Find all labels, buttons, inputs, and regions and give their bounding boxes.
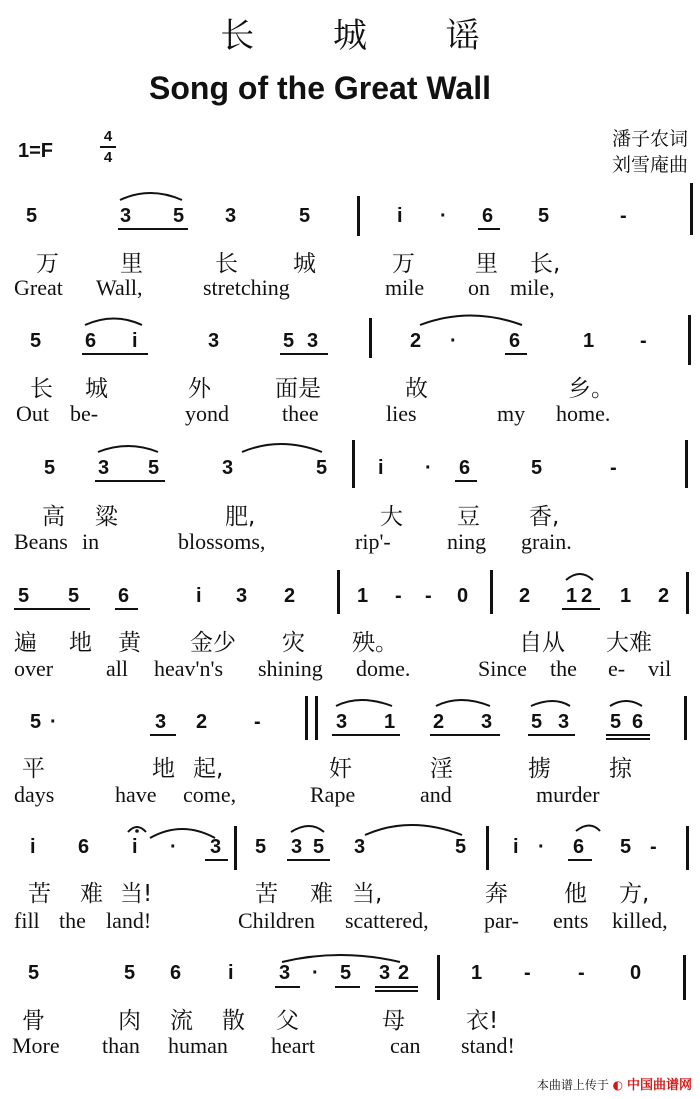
notation-note: 3: [120, 205, 132, 227]
slur: [242, 444, 322, 452]
notation-note: 3: [210, 836, 222, 858]
notation-row-5: [0, 711, 700, 739]
notation-note: 5: [610, 711, 622, 733]
notation-note: 6: [509, 330, 521, 352]
notation-note: 5: [455, 836, 467, 858]
notation-note: 3: [208, 330, 220, 352]
chinese-lyric: 掳: [528, 756, 551, 782]
notation-note: 3: [307, 330, 319, 352]
english-lyric: Great: [14, 275, 63, 300]
notation-note: 3: [354, 836, 366, 858]
english-lyric: on: [468, 275, 490, 300]
notation-note: 2: [658, 585, 670, 607]
english-lyrics-row-5: [0, 782, 700, 812]
notation-note: 5: [30, 330, 42, 352]
chinese-lyric: 苦: [255, 881, 278, 907]
bar-line-end: [685, 440, 688, 488]
notation-note: 3: [155, 711, 167, 733]
notation-note: i: [132, 836, 138, 858]
notation-note: ·: [50, 711, 57, 733]
notation-note: 5: [316, 457, 328, 479]
english-lyric: heav'n's: [154, 656, 224, 681]
notation-note: ·: [440, 205, 447, 227]
notation-note: 6: [482, 205, 494, 227]
slur: [420, 316, 522, 326]
slur: [85, 319, 142, 326]
notation-note: -: [578, 962, 585, 984]
english-lyric: than: [102, 1033, 140, 1058]
slur: [610, 701, 642, 706]
notation-note: 0: [457, 585, 469, 607]
chinese-lyric: 万: [36, 251, 59, 277]
bar-line: [369, 318, 372, 358]
notation-note: 1: [566, 585, 578, 607]
bar-line: [357, 196, 360, 236]
notation-note: 3: [379, 962, 391, 984]
english-lyrics-row-4: [0, 656, 700, 686]
notation-row-7: [0, 962, 700, 990]
chinese-lyric: 金少: [190, 630, 236, 656]
notation-note: -: [620, 205, 627, 227]
lyricist-credit: 潘子农词: [611, 128, 688, 150]
notation-note: 5: [313, 836, 325, 858]
chinese-lyrics-row-6: [0, 875, 700, 905]
song-title-chinese: 长 城 谣: [220, 16, 514, 56]
chinese-lyric: 里: [475, 251, 498, 277]
notation-note: 3: [558, 711, 570, 733]
bar-line: [486, 826, 489, 870]
chinese-lyric: 外: [188, 376, 211, 402]
time-signature: [100, 128, 116, 166]
notation-note: 6: [459, 457, 471, 479]
english-lyric: blossoms,: [178, 529, 266, 554]
chinese-lyrics-row-2: [0, 370, 700, 400]
english-lyric: More: [12, 1033, 60, 1058]
notation-note: i: [30, 836, 36, 858]
chinese-lyric: 起,: [193, 756, 224, 782]
notation-note: 5: [299, 205, 311, 227]
slur: [98, 446, 158, 452]
notation-note: 5: [283, 330, 295, 352]
notation-note: 1: [384, 711, 396, 733]
bar-line: [305, 696, 308, 740]
chinese-lyric: 母: [382, 1008, 405, 1034]
song-title-english: Song of the Great Wall: [149, 70, 491, 106]
chinese-lyrics-row-4: [0, 624, 700, 654]
english-lyrics-row-2: [0, 401, 700, 431]
english-lyric: the: [59, 908, 86, 933]
notation-note: ·: [425, 457, 432, 479]
notation-note: i: [397, 205, 403, 227]
notation-note: 5: [30, 711, 42, 733]
bar-line-end: [688, 315, 691, 365]
chinese-lyric: 长: [215, 251, 238, 277]
english-lyric: par-: [484, 908, 519, 933]
chinese-lyric: 殃。: [352, 630, 398, 656]
chinese-lyrics-row-3: [0, 498, 700, 528]
english-lyric: mile: [385, 275, 425, 300]
site-logo-icon: ◐: [612, 1078, 624, 1092]
notation-note: 5: [148, 457, 160, 479]
english-lyric: stretching: [203, 275, 290, 300]
english-lyric: Since: [478, 656, 527, 681]
notation-note: -: [640, 330, 647, 352]
meter-divider: [100, 146, 116, 148]
english-lyric: come,: [183, 782, 237, 807]
notation-note: 2: [398, 962, 410, 984]
chinese-lyrics-row-5: [0, 750, 700, 780]
english-lyric: e-: [608, 656, 626, 681]
notation-note: i: [513, 836, 519, 858]
bar-line: [234, 826, 237, 870]
english-lyrics-row-7: [0, 1033, 700, 1063]
notation-note: 5: [531, 711, 543, 733]
english-lyric: killed,: [612, 908, 668, 933]
chinese-lyric: 骨: [22, 1008, 45, 1034]
english-lyric: be-: [70, 401, 99, 426]
chinese-lyric: 面是: [275, 376, 321, 402]
english-lyric: mile,: [510, 275, 555, 300]
english-lyric: ning: [447, 529, 487, 554]
slur: [436, 700, 490, 706]
bar-line-end: [686, 572, 689, 614]
chinese-lyric: 肥,: [225, 504, 256, 530]
notation-note: 6: [78, 836, 90, 858]
notation-note: 3: [98, 457, 110, 479]
notation-note: 2: [581, 585, 593, 607]
notation-row-6: [0, 836, 700, 864]
notation-note: -: [425, 585, 432, 607]
chinese-lyric: 流: [170, 1008, 193, 1034]
chinese-lyric: 淫: [430, 756, 453, 782]
notation-note: -: [610, 457, 617, 479]
chinese-lyrics-row-1: [0, 245, 700, 275]
english-lyric: vil: [648, 656, 672, 681]
notation-note: ·: [312, 962, 319, 984]
chinese-lyric: 高: [42, 504, 65, 530]
bar-line-end: [686, 826, 689, 870]
fermata-mark: [128, 827, 146, 833]
english-lyric: ents: [553, 908, 589, 933]
notation-note: 3: [481, 711, 493, 733]
chinese-lyric: 大: [380, 504, 403, 530]
english-lyric: my: [497, 401, 526, 426]
english-lyrics-row-1: [0, 275, 700, 305]
key-signature: 1=F: [18, 140, 54, 162]
english-lyric: Wall,: [96, 275, 143, 300]
slur: [566, 574, 593, 580]
english-lyric: land!: [106, 908, 152, 933]
meter-top: 4: [103, 128, 113, 145]
english-lyric: rip'-: [355, 529, 391, 554]
slur: [336, 700, 392, 706]
notation-note: 1: [471, 962, 483, 984]
chinese-lyric: 肉: [118, 1008, 141, 1034]
chinese-lyric: 地: [152, 756, 175, 782]
chinese-lyric: 地: [69, 630, 92, 656]
notation-note: 6: [118, 585, 130, 607]
notation-note: 3: [291, 836, 303, 858]
notation-row-2: [0, 330, 700, 358]
chinese-lyric: 黄: [118, 630, 141, 656]
notation-note: 3: [279, 962, 291, 984]
notation-note: 3: [225, 205, 237, 227]
meter-bottom: 4: [103, 149, 113, 166]
notation-note: 1: [357, 585, 369, 607]
bar-line: [490, 570, 493, 614]
chinese-lyric: 难: [80, 881, 103, 907]
slur: [282, 955, 400, 962]
notation-note: 1: [583, 330, 595, 352]
notation-note: 3: [222, 457, 234, 479]
notation-note: 3: [236, 585, 248, 607]
notation-note: -: [524, 962, 531, 984]
english-lyric: all: [106, 656, 128, 681]
chinese-lyric: 自从: [519, 630, 565, 656]
english-lyrics-row-3: [0, 529, 700, 559]
notation-note: -: [650, 836, 657, 858]
chinese-lyric: 父: [276, 1008, 299, 1034]
notation-note: ·: [538, 836, 545, 858]
chinese-lyric: 故: [405, 376, 428, 402]
bar-line-end: [683, 955, 686, 1000]
chinese-lyric: 长: [30, 376, 53, 402]
notation-note: 2: [196, 711, 208, 733]
notation-note: 5: [620, 836, 632, 858]
notation-note: 6: [170, 962, 182, 984]
notation-note: 5: [340, 962, 352, 984]
english-lyric: murder: [536, 782, 600, 807]
chinese-lyric: 他: [564, 881, 587, 907]
notation-note: 0: [630, 962, 642, 984]
notation-note: 2: [433, 711, 445, 733]
notation-note: 3: [336, 711, 348, 733]
chinese-lyric: 万: [392, 251, 415, 277]
english-lyric: shining: [258, 656, 323, 681]
notation-row-1: [0, 205, 700, 233]
notation-note: i: [196, 585, 202, 607]
slur: [531, 701, 570, 706]
notation-note: -: [395, 585, 402, 607]
slur: [576, 826, 600, 832]
bar-line: [352, 440, 355, 488]
notation-row-4: [0, 585, 700, 613]
bar-line-end: [690, 183, 693, 235]
english-lyric: home.: [556, 401, 611, 426]
chinese-lyric: 难: [310, 881, 333, 907]
notation-note: 6: [85, 330, 97, 352]
notation-note: 5: [124, 962, 136, 984]
footer-text: 本曲谱上传于: [536, 1078, 609, 1092]
slur: [120, 193, 182, 200]
chinese-lyric: 城: [85, 376, 108, 402]
chinese-lyric: 方,: [619, 881, 650, 907]
notation-note: 5: [538, 205, 550, 227]
slur: [365, 825, 462, 835]
chinese-lyrics-row-7: [0, 1002, 700, 1032]
english-lyric: Rape: [310, 782, 356, 807]
english-lyric: over: [14, 656, 54, 681]
notation-note: 5: [26, 205, 38, 227]
english-lyric: thee: [282, 401, 319, 426]
english-lyric: human: [168, 1033, 228, 1058]
english-lyric: yond: [185, 401, 229, 426]
english-lyric: grain.: [521, 529, 572, 554]
notation-note: 6: [573, 836, 585, 858]
notation-note: 5: [531, 457, 543, 479]
footer-site-name: 中国曲谱网: [626, 1078, 692, 1093]
english-lyric: fill: [14, 908, 40, 933]
chinese-lyric: 散: [222, 1008, 245, 1034]
chinese-lyric: 当!: [120, 881, 153, 907]
bar-line-end: [684, 696, 687, 740]
english-lyric: can: [390, 1033, 421, 1058]
slur: [291, 826, 324, 832]
chinese-lyric: 香,: [529, 504, 560, 530]
notation-note: i: [228, 962, 234, 984]
chinese-lyric: 乡。: [568, 376, 614, 402]
english-lyric: Beans: [14, 529, 68, 554]
notation-note: 5: [68, 585, 80, 607]
chinese-lyric: 当,: [352, 881, 383, 907]
english-lyric: heart: [271, 1033, 315, 1058]
bar-line: [315, 696, 318, 740]
chinese-lyric: 掠: [609, 756, 632, 782]
english-lyrics-row-6: [0, 908, 700, 938]
chinese-lyric: 灾: [282, 630, 305, 656]
chinese-lyric: 奔: [485, 881, 508, 907]
notation-row-3: [0, 457, 700, 485]
footer-credit: [537, 1074, 692, 1093]
notation-note: 2: [284, 585, 296, 607]
notation-note: ·: [170, 836, 177, 858]
chinese-lyric: 豆: [457, 504, 480, 530]
bar-line: [437, 955, 440, 1000]
chinese-lyric: 奸: [329, 756, 352, 782]
notation-note: 5: [28, 962, 40, 984]
notation-note: 1: [620, 585, 632, 607]
chinese-lyric: 城: [293, 251, 316, 277]
english-lyric: days: [14, 782, 55, 807]
chinese-lyric: 长,: [530, 251, 561, 277]
notation-note: 2: [519, 585, 531, 607]
bar-line: [337, 570, 340, 614]
english-lyric: and: [420, 782, 452, 807]
english-lyric: stand!: [461, 1033, 515, 1058]
notation-note: 5: [255, 836, 267, 858]
chinese-lyric: 里: [120, 251, 143, 277]
chinese-lyric: 平: [22, 756, 45, 782]
composer-credit: 刘雪庵曲: [611, 154, 688, 176]
notation-note: 2: [410, 330, 422, 352]
notation-note: ·: [450, 330, 457, 352]
chinese-lyric: 遍: [14, 630, 37, 656]
english-lyric: have: [115, 782, 157, 807]
english-lyric: scattered,: [345, 908, 429, 933]
english-lyric: in: [82, 529, 100, 554]
english-lyric: dome.: [356, 656, 411, 681]
chinese-lyric: 大难: [606, 630, 652, 656]
chinese-lyric: 粱: [95, 504, 118, 530]
chinese-lyric: 苦: [28, 881, 51, 907]
notation-note: 6: [632, 711, 644, 733]
notation-note: i: [378, 457, 384, 479]
notation-note: 5: [44, 457, 56, 479]
notation-note: 5: [173, 205, 185, 227]
notation-note: i: [132, 330, 138, 352]
notation-note: 5: [18, 585, 30, 607]
english-lyric: the: [550, 656, 577, 681]
notation-note: -: [254, 711, 261, 733]
english-lyric: Children: [238, 908, 315, 933]
english-lyric: Out: [16, 401, 49, 426]
english-lyric: lies: [386, 401, 417, 426]
chinese-lyric: 衣!: [466, 1008, 499, 1034]
